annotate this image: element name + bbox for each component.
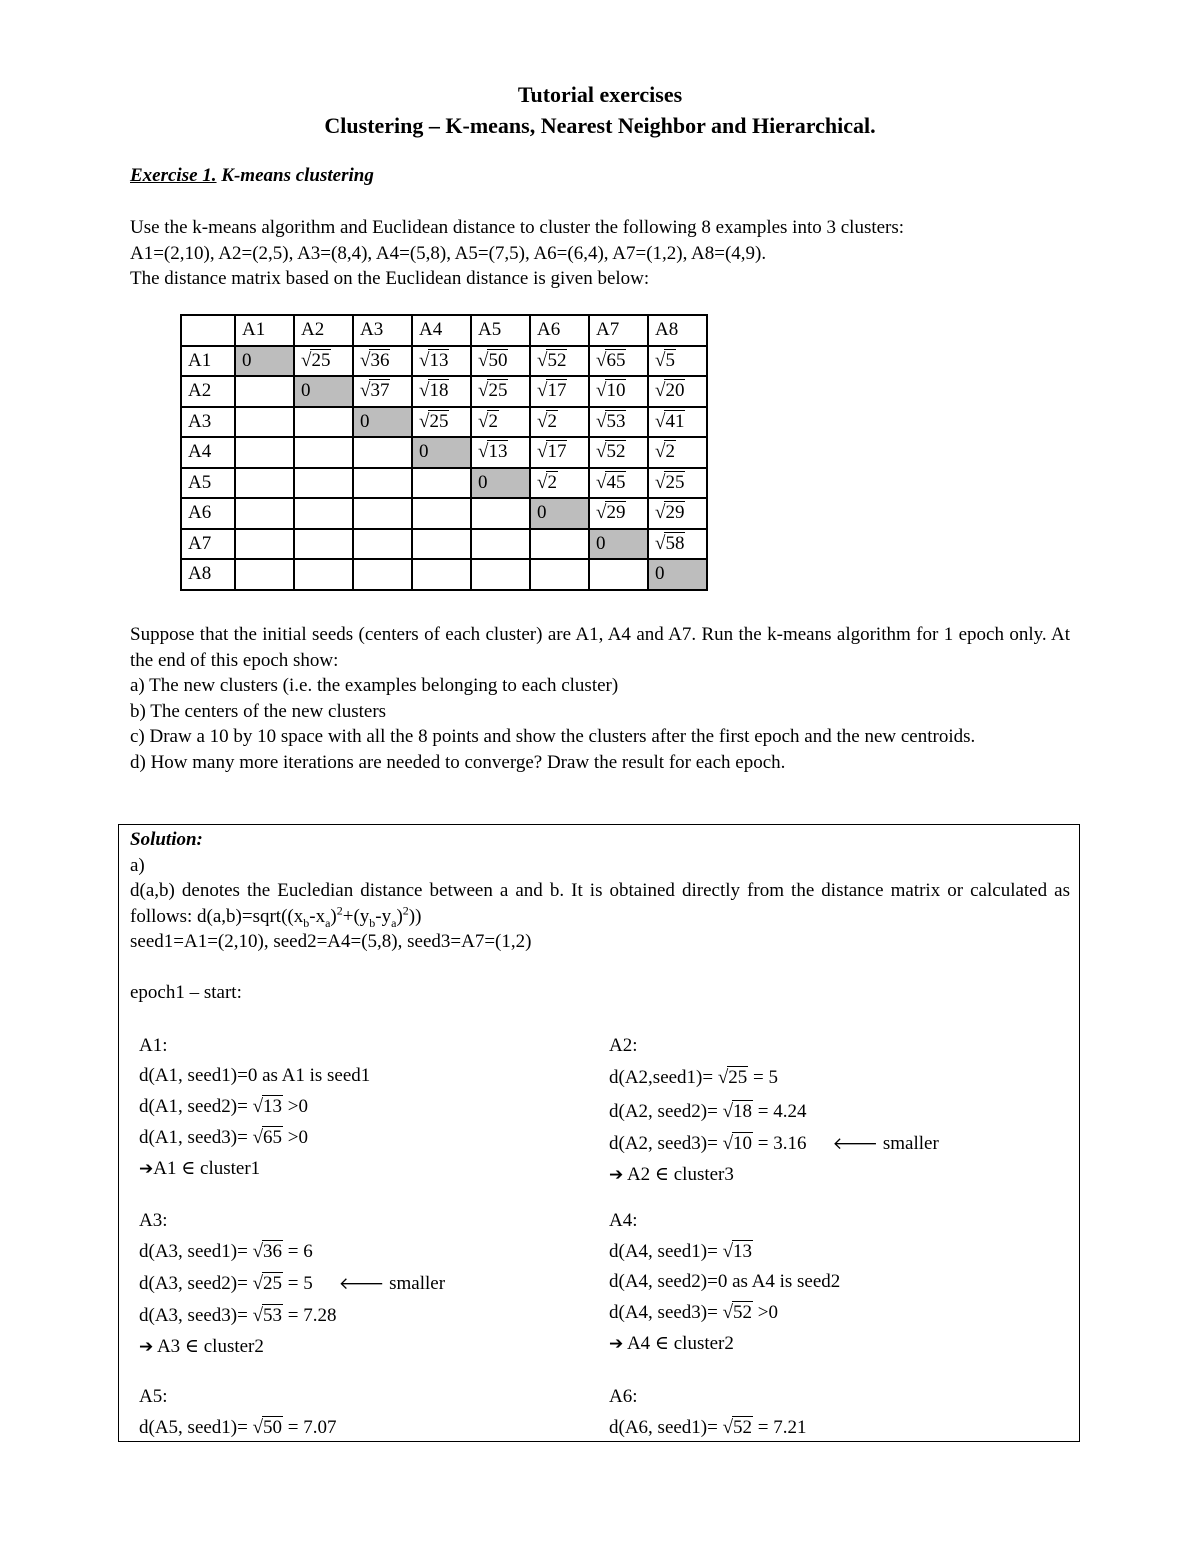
sqrt-expression: √25 — [717, 1067, 748, 1088]
calc-line: d(A3, seed3)= √53 = 7.28 — [139, 1305, 337, 1326]
matrix-cell — [235, 407, 294, 438]
arrow-left-icon: 🡐 — [338, 1274, 385, 1294]
exercise-heading — [130, 165, 374, 187]
matrix-cell — [353, 498, 412, 529]
matrix-row — [181, 376, 707, 407]
sqrt-expression: √45 — [596, 471, 626, 493]
matrix-cell — [294, 498, 353, 529]
sqrt-expression: √25 — [252, 1273, 283, 1294]
matrix-corner-cell — [181, 315, 235, 346]
solution-label: Solution: — [130, 829, 203, 850]
matrix-cell — [353, 437, 412, 468]
matrix-cell — [353, 559, 412, 590]
sqrt-expression: √5 — [655, 349, 675, 371]
matrix-row-header: A7 — [181, 529, 235, 560]
matrix-cell — [353, 376, 412, 407]
sqrt-expression: √50 — [252, 1417, 283, 1438]
matrix-cell — [471, 529, 530, 560]
matrix-row — [181, 529, 707, 560]
calc-line: d(A2, seed2)= √18 = 4.24 — [609, 1101, 807, 1122]
matrix-cell — [648, 468, 707, 499]
intro-line: A1=(2,10), A2=(2,5), A3=(8,4), A4=(5,8), A5=(7,5), A6=(6,4), A7=(1,2), A8=(4,9). — [130, 242, 767, 264]
matrix-cell — [412, 346, 471, 377]
sqrt-expression: √50 — [478, 349, 508, 371]
calc-line: d(A4, seed3)= √52 >0 — [609, 1302, 779, 1323]
matrix-diagonal-cell: 0 — [530, 498, 589, 529]
seeds-line: seed1=A1=(2,10), seed2=A4=(5,8), seed3=A7=(1,2) — [130, 931, 532, 952]
matrix-cell — [412, 407, 471, 438]
calc-a1 — [139, 1030, 579, 1184]
matrix-cell — [471, 376, 530, 407]
matrix-column-header: A8 — [648, 315, 707, 346]
matrix-column-header: A2 — [294, 315, 353, 346]
calc-line: d(A3, seed1)= √36 = 6 — [139, 1241, 313, 1262]
sqrt-expression: √52 — [537, 349, 567, 371]
calc-a4 — [609, 1205, 1049, 1359]
calc-title: A5: — [139, 1386, 168, 1407]
matrix-header-row — [181, 315, 707, 346]
matrix-cell — [471, 346, 530, 377]
sqrt-expression: √17 — [537, 380, 567, 402]
matrix-cell — [235, 529, 294, 560]
sqrt-expression: √18 — [419, 380, 449, 402]
matrix-cell — [530, 559, 589, 590]
matrix-row-header: A2 — [181, 376, 235, 407]
matrix-diagonal-cell: 0 — [589, 529, 648, 560]
matrix-cell — [353, 346, 412, 377]
calc-title: A2: — [609, 1035, 638, 1056]
exercise-intro — [130, 215, 1070, 292]
intro-line: The distance matrix based on the Euclidean distance is given below: — [130, 268, 650, 289]
calc-title: A4: — [609, 1210, 638, 1231]
exercise-name: K-means clustering — [221, 165, 374, 186]
matrix-cell — [294, 437, 353, 468]
matrix-cell — [235, 376, 294, 407]
sqrt-expression: √20 — [655, 380, 685, 402]
matrix-diagonal-cell: 0 — [648, 559, 707, 590]
sqrt-expression: √25 — [655, 471, 685, 493]
matrix-row — [181, 346, 707, 377]
matrix-row — [181, 559, 707, 590]
matrix-diagonal-cell: 0 — [294, 376, 353, 407]
sqrt-expression: √37 — [360, 380, 390, 402]
sqrt-expression: √29 — [596, 502, 626, 524]
matrix-cell — [294, 407, 353, 438]
matrix-column-header: A5 — [471, 315, 530, 346]
matrix-cell — [235, 437, 294, 468]
matrix-cell — [353, 468, 412, 499]
matrix-column-header: A6 — [530, 315, 589, 346]
calc-line: d(A6, seed1)= √52 = 7.21 — [609, 1417, 807, 1438]
matrix-cell — [471, 498, 530, 529]
matrix-cell — [412, 559, 471, 590]
sqrt-expression: √52 — [722, 1302, 753, 1323]
calc-line: d(A1, seed1)=0 as A1 is seed1 — [139, 1065, 371, 1086]
matrix-cell — [530, 346, 589, 377]
sqrt-expression: √53 — [596, 410, 626, 432]
distance-matrix — [180, 314, 708, 591]
sqrt-expression: √2 — [478, 410, 498, 432]
matrix-cell — [648, 498, 707, 529]
document-title: Tutorial exercises — [517, 82, 683, 107]
exercise-questions — [130, 622, 1070, 775]
matrix-diagonal-cell: 0 — [471, 468, 530, 499]
epoch-line: epoch1 – start: — [130, 982, 242, 1003]
sqrt-expression: √65 — [252, 1127, 283, 1148]
sqrt-expression: √17 — [537, 441, 567, 463]
matrix-cell — [530, 376, 589, 407]
matrix-cell — [530, 529, 589, 560]
matrix-row — [181, 407, 707, 438]
matrix-cell — [294, 559, 353, 590]
arrow-right-icon: ➔ — [609, 1334, 624, 1354]
matrix-cell — [589, 437, 648, 468]
solution-box — [118, 824, 1080, 1442]
matrix-cell — [294, 346, 353, 377]
sqrt-expression: √13 — [722, 1241, 753, 1262]
solution-text — [130, 827, 1070, 1006]
matrix-cell — [471, 559, 530, 590]
sqrt-expression: √36 — [360, 349, 390, 371]
calc-a3 — [139, 1205, 579, 1362]
question-b: b) The centers of the new clusters — [130, 700, 387, 722]
matrix-cell — [412, 468, 471, 499]
sqrt-expression: √2 — [655, 441, 675, 463]
sqrt-expression: √10 — [596, 380, 626, 402]
calc-line: d(A3, seed2)= √25 = 5 🡐 smaller — [139, 1273, 446, 1294]
sqrt-expression: √25 — [478, 380, 508, 402]
matrix-cell — [353, 529, 412, 560]
sqrt-expression: √58 — [655, 532, 685, 554]
matrix-column-header: A7 — [589, 315, 648, 346]
matrix-row-header: A8 — [181, 559, 235, 590]
matrix-cell — [589, 376, 648, 407]
matrix-row — [181, 437, 707, 468]
matrix-cell — [589, 346, 648, 377]
matrix-cell — [235, 468, 294, 499]
matrix-cell — [589, 559, 648, 590]
sqrt-expression: √13 — [478, 441, 508, 463]
arrow-left-icon: 🡐 — [832, 1134, 879, 1154]
calc-line: d(A5, seed1)= √50 = 7.07 — [139, 1417, 337, 1438]
matrix-row — [181, 498, 707, 529]
distance-definition: d(a,b) denotes the Eucledian distance between a and b. It is obtained directly from the distance matrix or calculated as follows: $d(a,b)=sqrt((x_b-x_a)^2+(y_b-y_a)^2)$) — [130, 880, 1070, 930]
calc-result: ➔ A2 ∈ cluster3 — [609, 1164, 734, 1185]
matrix-cell — [235, 498, 294, 529]
matrix-cell — [648, 437, 707, 468]
matrix-cell — [294, 529, 353, 560]
matrix-cell — [648, 346, 707, 377]
matrix-cell — [412, 498, 471, 529]
matrix-row-header: A3 — [181, 407, 235, 438]
sqrt-expression: √29 — [655, 502, 685, 524]
calc-result: ➔A1 ∈ cluster1 — [139, 1158, 261, 1179]
calc-line: d(A4, seed1)= √13 — [609, 1241, 753, 1262]
calc-title: A1: — [139, 1035, 168, 1056]
matrix-row — [181, 468, 707, 499]
matrix-cell — [471, 437, 530, 468]
solution-part: a) — [130, 854, 145, 876]
calc-line: d(A2, seed3)= √10 = 3.16 🡐 smaller — [609, 1133, 939, 1154]
matrix-cell — [471, 407, 530, 438]
sqrt-expression: √13 — [419, 349, 449, 371]
matrix-diagonal-cell: 0 — [353, 407, 412, 438]
question-d: d) How many more iterations are needed to converge? Draw the result for each epoch. — [130, 751, 786, 773]
calc-line: d(A2,seed1)= √25 = 5 — [609, 1067, 779, 1088]
matrix-row-header: A5 — [181, 468, 235, 499]
matrix-column-header: A4 — [412, 315, 471, 346]
sqrt-expression: √2 — [537, 471, 557, 493]
sqrt-expression: √10 — [722, 1133, 753, 1154]
calc-title: A6: — [609, 1386, 638, 1407]
sqrt-expression: √52 — [596, 441, 626, 463]
sqrt-expression: √25 — [301, 349, 331, 371]
sqrt-expression: √13 — [252, 1096, 283, 1117]
sqrt-expression: √52 — [722, 1417, 753, 1438]
sqrt-expression: √65 — [596, 349, 626, 371]
matrix-row-header: A4 — [181, 437, 235, 468]
arrow-right-icon: ➔ — [609, 1165, 624, 1185]
calc-line: d(A1, seed2)= √13 >0 — [139, 1096, 309, 1117]
sqrt-expression: √18 — [722, 1101, 753, 1122]
calc-title: A3: — [139, 1210, 168, 1231]
question-c: c) Draw a 10 by 10 space with all the 8 points and show the clusters after the first epoch and the new centroids. — [130, 726, 976, 747]
intro-line: Use the k-means algorithm and Euclidean distance to cluster the following 8 examples into 3 clusters: — [130, 217, 905, 238]
calc-a6 — [609, 1381, 1049, 1442]
matrix-cell — [589, 468, 648, 499]
matrix-cell — [412, 376, 471, 407]
calc-result: ➔ A4 ∈ cluster2 — [609, 1333, 734, 1354]
arrow-right-icon: ➔ — [139, 1337, 154, 1357]
calc-result: ➔ A3 ∈ cluster2 — [139, 1336, 264, 1357]
calc-line: d(A1, seed3)= √65 >0 — [139, 1127, 309, 1148]
matrix-cell — [294, 468, 353, 499]
document-subtitle: Clustering – K-means, Nearest Neighbor and Hierarchical. — [324, 113, 876, 138]
exercise-label: Exercise 1. — [130, 165, 217, 186]
calc-a5 — [139, 1381, 579, 1442]
matrix-cell — [589, 407, 648, 438]
matrix-diagonal-cell: 0 — [412, 437, 471, 468]
matrix-cell — [412, 529, 471, 560]
matrix-cell — [648, 376, 707, 407]
calc-line: d(A4, seed2)=0 as A4 is seed2 — [609, 1271, 841, 1292]
sqrt-expression: √2 — [537, 410, 557, 432]
matrix-diagonal-cell: 0 — [235, 346, 294, 377]
question-a: a) The new clusters (i.e. the examples belonging to each cluster) — [130, 675, 619, 696]
matrix-column-header: A1 — [235, 315, 294, 346]
matrix-cell — [530, 437, 589, 468]
matrix-cell — [589, 498, 648, 529]
question-intro: Suppose that the initial seeds (centers of each cluster) are A1, A4 and A7. Run the k-means algorithm for 1 epoch only. At the end of this epoch show: — [130, 624, 1070, 671]
sqrt-expression: √53 — [252, 1305, 283, 1326]
matrix-cell — [648, 407, 707, 438]
matrix-row-header: A6 — [181, 498, 235, 529]
matrix-cell — [530, 407, 589, 438]
sqrt-expression: √41 — [655, 410, 685, 432]
sqrt-expression: √36 — [252, 1241, 283, 1262]
matrix-column-header: A3 — [353, 315, 412, 346]
matrix-cell — [648, 529, 707, 560]
calc-a2 — [609, 1030, 1049, 1190]
sqrt-expression: √25 — [419, 410, 449, 432]
matrix-cell — [530, 468, 589, 499]
matrix-row-header: A1 — [181, 346, 235, 377]
matrix-cell — [235, 559, 294, 590]
arrow-right-icon: ➔ — [139, 1159, 154, 1179]
